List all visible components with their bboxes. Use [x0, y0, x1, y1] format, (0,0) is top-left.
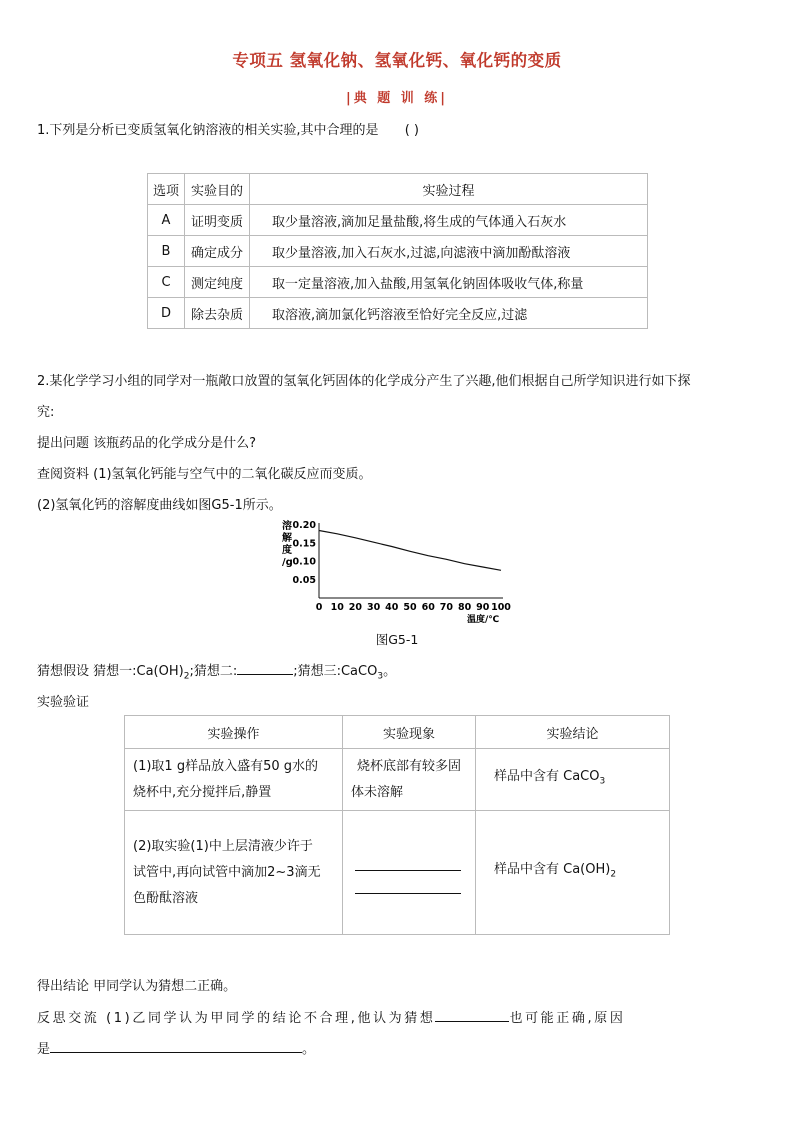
y-axis-label: [282, 519, 293, 568]
x-tick-label: 100: [491, 602, 511, 613]
q2-reference-1: 查阅资料 (1)氢氧化钙能与空气中的二氧化碳反应而变质。: [37, 467, 372, 482]
operation-line: 色酚酞溶液: [133, 890, 199, 906]
goal-cell: 确定成分: [185, 236, 250, 267]
table-row: [148, 236, 648, 267]
q1-stem-text: 1.下列是分析已变质氢氧化钠溶液的相关实验,其中合理的是: [37, 123, 379, 138]
phenomenon-line: 体未溶解: [351, 784, 404, 800]
q2-question: 提出问题 该瓶药品的化学成分是什么?: [37, 436, 257, 451]
x-tick-label: 0: [315, 602, 323, 613]
phenomenon-cell: [343, 749, 476, 811]
hypothesis-sub-2: 3: [377, 671, 384, 682]
q2-header-operation: 实验操作: [125, 716, 343, 749]
q1-stem: [37, 119, 419, 138]
conclusion-text: 样品中含有 Ca(OH): [494, 862, 611, 878]
x-tick-label: 40: [385, 602, 399, 613]
phenomenon-answer-blank[interactable]: [355, 852, 461, 871]
section-subtitle: |典 题 训 练|: [345, 91, 449, 106]
conclusion-cell: [476, 811, 670, 935]
table-row: [125, 811, 670, 935]
goal-cell: 测定纯度: [185, 267, 250, 298]
operation-line: (1)取1 g样品放入盛有50 g水的: [133, 758, 318, 774]
y-axis-ticks: [293, 520, 317, 586]
hypothesis-text-4: 。: [383, 664, 397, 679]
q2-stem-line1: 2.某化学学习小组的同学对一瓶敞口放置的氢氧化钙固体的化学成分产生了兴趣,他们根据自己所学知识进行如下探: [37, 374, 691, 389]
x-tick-label: 30: [366, 602, 381, 613]
option-cell: B: [148, 236, 185, 267]
table-row: [148, 267, 648, 298]
x-tick-label: 60: [421, 602, 435, 613]
process-cell: 取溶液,滴加氯化钙溶液至恰好完全反应,过滤: [250, 298, 648, 329]
x-tick-label: 70: [439, 602, 454, 613]
x-tick-label: 90: [476, 602, 490, 613]
q1-table: [147, 173, 648, 329]
phenomenon-answer-blank[interactable]: [355, 875, 461, 894]
option-cell: C: [148, 267, 185, 298]
reflect-text-4: 。: [302, 1042, 316, 1057]
page-title: 专项五 氢氧化钠、氢氧化钙、氧化钙的变质: [232, 51, 562, 70]
conclusion-cell: [476, 749, 670, 811]
y-axis-label-char: 溶: [282, 521, 292, 532]
table-row: [125, 749, 670, 811]
q1-header-process: 实验过程: [250, 174, 648, 205]
solubility-chart: [276, 515, 526, 627]
y-tick-label: 0.20: [292, 520, 316, 531]
solubility-curve: [319, 531, 501, 571]
phenomenon-cell: [343, 811, 476, 935]
q2-reference-2: (2)氢氧化钙的溶解度曲线如图G5-1所示。: [37, 498, 282, 513]
table-row: [148, 205, 648, 236]
hypothesis-text-1: 猜想假设 猜想一:Ca(OH): [37, 664, 184, 679]
process-cell: 取少量溶液,加入石灰水,过滤,向滤液中滴加酚酞溶液: [250, 236, 648, 267]
hypothesis-text-3: ;猜想三:CaCO: [293, 664, 378, 679]
hypothesis-text-2: ;猜想二:: [189, 664, 238, 679]
x-tick-label: 80: [457, 602, 472, 613]
q2-header-phenomenon: 实验现象: [343, 716, 476, 749]
q2-reflect-line2: [37, 1038, 315, 1057]
y-axis-label-char: 度: [282, 545, 292, 556]
q1-header-option: 选项: [148, 174, 185, 205]
x-tick-label: 20: [348, 602, 363, 613]
goal-cell: 除去杂质: [185, 298, 250, 329]
q1-table-header: [148, 174, 648, 205]
operation-line: 试管中,再向试管中滴加2~3滴无: [133, 864, 321, 880]
q1-answer-bracket: ( ): [404, 123, 419, 138]
q2-table: [124, 715, 670, 935]
hypothesis-two-blank[interactable]: [237, 660, 293, 675]
reflect-hypothesis-blank[interactable]: [435, 1007, 509, 1022]
operation-cell: [125, 749, 343, 811]
x-tick-label: 50: [403, 602, 417, 613]
hypothesis-sub-1: 2: [183, 671, 190, 682]
process-cell: 取一定量溶液,加入盐酸,用氢氧化钠固体吸收气体,称量: [250, 267, 648, 298]
option-cell: A: [148, 205, 185, 236]
operation-cell: [125, 811, 343, 935]
y-axis-label-char: 解: [282, 533, 292, 544]
reflect-text-2: 也可能正确,原因: [509, 1011, 626, 1026]
q2-header-conclusion: 实验结论: [476, 716, 670, 749]
process-cell: 取少量溶液,滴加足量盐酸,将生成的气体通入石灰水: [250, 205, 648, 236]
option-cell: D: [148, 298, 185, 329]
operation-line: (2)取实验(1)中上层清液少许于: [133, 838, 313, 854]
y-tick-label: 0.05: [292, 574, 316, 586]
reflect-reason-blank[interactable]: [50, 1038, 302, 1053]
x-axis-ticks: [316, 602, 512, 613]
y-tick-label: 0.15: [292, 538, 316, 550]
q2-stem-line2: 究:: [37, 405, 55, 420]
x-axis-label: 温度/℃: [467, 615, 500, 625]
conclusion-sub: 2: [610, 869, 617, 880]
phenomenon-line: 烧杯底部有较多固: [357, 758, 462, 774]
y-tick-label: 0.10: [292, 556, 316, 568]
x-tick-label: 10: [330, 602, 344, 613]
table-row: [148, 298, 648, 329]
figure-caption: 图G5-1: [375, 632, 419, 647]
q2-hypothesis: [37, 660, 396, 682]
conclusion-sub: 3: [599, 776, 606, 787]
y-axis-label-char: /g: [282, 557, 293, 568]
reflect-text-3: 是: [37, 1042, 51, 1057]
q2-reflect-line1: [37, 1007, 625, 1026]
verify-heading: 实验验证: [37, 695, 90, 710]
conclusion-text: 样品中含有 CaCO: [494, 769, 600, 785]
q2-table-header: [125, 716, 670, 749]
goal-cell: 证明变质: [185, 205, 250, 236]
operation-line: 烧杯中,充分搅拌后,静置: [133, 784, 272, 800]
q1-header-goal: 实验目的: [185, 174, 250, 205]
q2-result: 得出结论 甲同学认为猜想二正确。: [37, 979, 237, 994]
reflect-text-1: 反思交流 (1)乙同学认为甲同学的结论不合理,他认为猜想: [37, 1011, 436, 1026]
